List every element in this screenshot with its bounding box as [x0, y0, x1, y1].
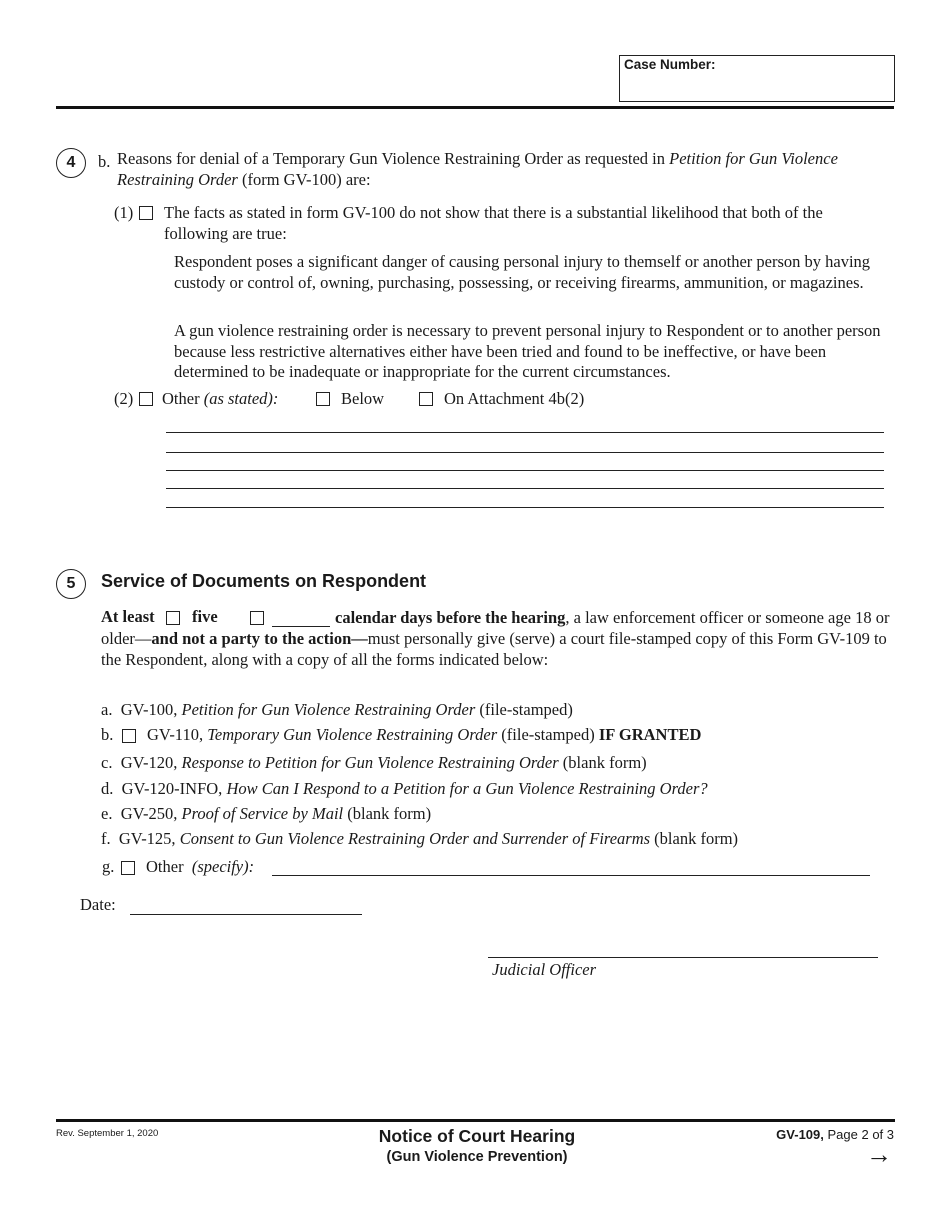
option-1-label: (1)	[114, 203, 134, 222]
reason-line-5[interactable]	[166, 507, 884, 508]
list-item-text: GV-110, Temporary Gun Violence Restraining Order (file-stamped) IF GRANTED	[147, 725, 702, 744]
reason-line-4[interactable]	[166, 488, 884, 489]
option-2-label: (2)	[114, 389, 134, 408]
date-label: Date:	[80, 895, 116, 914]
option-1-text: The facts as stated in form GV-100 do not show that there is a substantial likelihood that both of the following are true:	[164, 203, 823, 243]
list-item: d. GV-120-INFO, How Can I Respond to a Petition for a Gun Violence Restraining Order?	[101, 779, 708, 798]
revision-date: Rev. September 1, 2020	[56, 1128, 159, 1139]
attachment-label: On Attachment 4b(2)	[444, 389, 585, 408]
finding-paragraph-2: A gun violence restraining order is necessary to prevent personal injury to Respondent or to another person because less restrictive alternatives either have been tried and found to be ineffective, or have been determined to be inadequate or inappropriate for the current circumstances.	[174, 321, 881, 381]
other-form-checkbox[interactable]	[121, 861, 135, 875]
other-form-line[interactable]	[272, 875, 870, 876]
other-form-label: Other (specify):	[146, 857, 255, 876]
item-4-letter: b.	[98, 152, 111, 171]
finding-paragraph-1: Respondent poses a significant danger of causing personal injury to themself or another person by having custody or control of, owning, purchasing, possessing, or receiving firearms, ammunition, or magazines.	[174, 252, 871, 292]
reason-line-2[interactable]	[166, 452, 884, 453]
next-page-arrow-icon[interactable]: →	[866, 1139, 892, 1169]
footer-title: Notice of Court Hearing	[378, 1126, 576, 1146]
attachment-checkbox[interactable]	[419, 392, 433, 406]
g-letter: g.	[102, 857, 115, 876]
reason-line-3[interactable]	[166, 470, 884, 471]
list-item: c. GV-120, Response to Petition for Gun Violence Restraining Order (blank form)	[101, 753, 647, 772]
footer-rule	[56, 1119, 895, 1122]
below-label: Below	[341, 389, 385, 408]
item-4-intro: Reasons for denial of a Temporary Gun Violence Restraining Order as requested in Petition for Gun Violence Restraining Order (form GV-100) are:	[117, 149, 838, 189]
date-line[interactable]	[130, 914, 362, 915]
list-item: b.	[101, 725, 114, 744]
header-rule	[56, 106, 894, 109]
below-checkbox[interactable]	[316, 392, 330, 406]
service-paragraph: calendar days before the hearing, a law enforcement officer or someone age 18 or older—and not a party to the action—must personally give (serve) a court file-stamped copy of this Form GV-109 to the Respondent, along with a copy of all the forms indicated below:	[101, 608, 890, 669]
judicial-officer-label: Judicial Officer	[492, 960, 597, 979]
list-item: f. GV-125, Consent to Gun Violence Restraining Order and Surrender of Firearms (blank form)	[101, 829, 739, 848]
case-number-box[interactable]	[619, 55, 895, 102]
item-4-number-circle: 4	[56, 148, 86, 178]
footer-subtitle: (Gun Violence Prevention)	[386, 1149, 568, 1165]
option-2-other-text: Other (as stated):	[162, 389, 279, 408]
at-least-text: At least	[101, 607, 155, 626]
signature-line[interactable]	[488, 957, 878, 958]
option-1-checkbox[interactable]	[139, 206, 153, 220]
reason-line-1[interactable]	[166, 432, 884, 433]
five-text: five	[192, 607, 218, 626]
item-5-number-circle: 5	[56, 569, 86, 599]
option-2-checkbox[interactable]	[139, 392, 153, 406]
case-number-label: Case Number:	[624, 57, 716, 72]
item-5-title: Service of Documents on Respondent	[101, 571, 427, 591]
gv-110-checkbox[interactable]	[122, 729, 136, 743]
list-item: a. GV-100, Petition for Gun Violence Restraining Order (file-stamped)	[101, 700, 573, 719]
list-item: e. GV-250, Proof of Service by Mail (blank form)	[101, 804, 432, 823]
form-page-label: GV-109, Page 2 of 3	[776, 1127, 894, 1142]
